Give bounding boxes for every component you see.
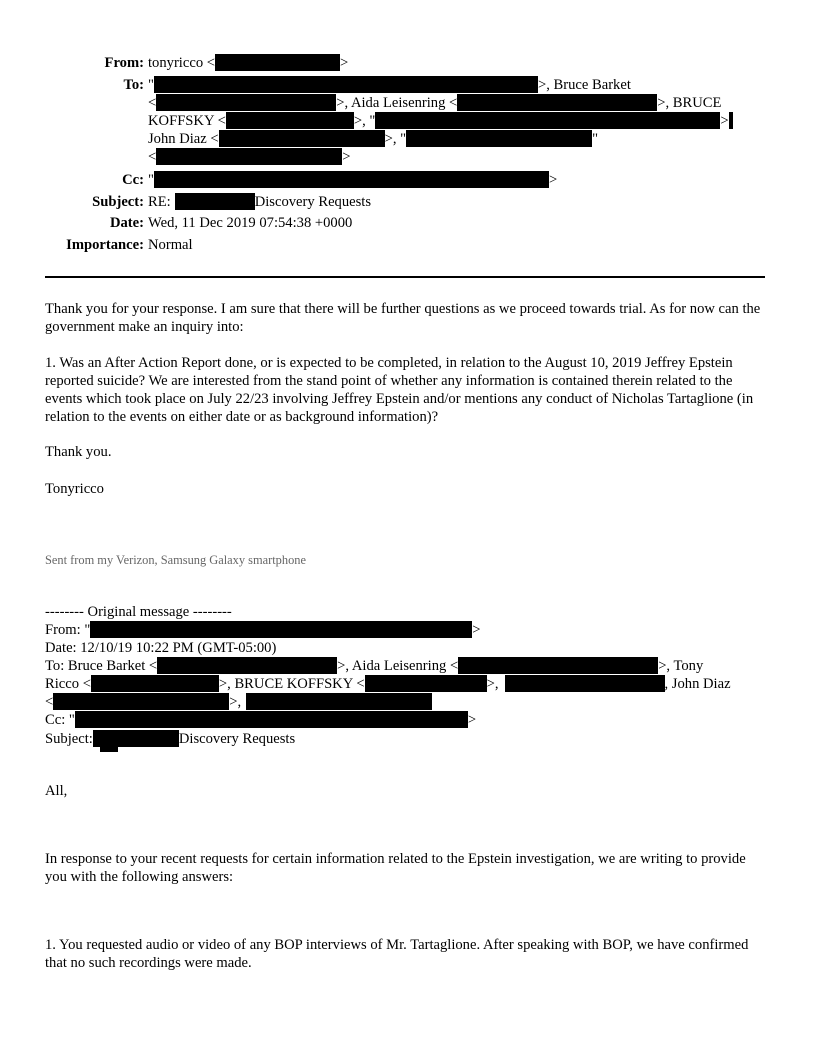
redaction [156,148,342,165]
redaction [91,675,219,692]
importance-value: Normal [148,237,193,253]
original-from: From: " > [45,622,481,638]
redaction [75,711,468,728]
original-cc: Cc: " > [45,712,477,728]
to-line-3: KOFFSKY < >, " > [148,112,733,130]
reply-paragraph-1: Thank you for your response. I am sure that there will be further questions as we proceed towards trial. As for now can the government make an inquiry into: [45,301,761,335]
original-message-divider: -------- Original message -------- [45,604,232,620]
original-paragraph-1: In response to your recent requests for certain information related to the Epstein investigation, we are writing to provide you with the following answers: [45,851,746,885]
date-label: Date: [109,215,144,231]
redaction [219,130,385,147]
cc-label: Cc: [122,172,144,188]
redaction [365,675,487,692]
header-divider [45,276,765,278]
original-subject: Subject: Discovery Requests [45,731,296,747]
redaction [215,54,340,71]
redaction [458,657,658,674]
redaction [157,657,337,674]
original-greeting: All, [45,783,68,799]
original-to-line-1: To: Bruce Barket < >, Aida Leisenring < >, Tony [45,658,704,674]
redaction [154,171,549,188]
redaction [246,693,432,710]
cc-field: " > [148,172,558,188]
to-line-4: John Diaz < >, " " [148,131,599,147]
from-label: From: [104,55,144,71]
original-paragraph-2: 1. You requested audio or video of any BOP interviews of Mr. Tartaglione. After speaking with BOP, we have confirmed that no such recordings were made. [45,937,749,971]
subject-label: Subject: [92,194,144,210]
redaction [175,193,255,210]
original-to-line-2: Ricco < >, BRUCE KOFFSKY < >, , John Diaz [45,676,731,692]
redaction [729,112,733,129]
redaction [226,112,354,129]
subject-field: RE: Discovery Requests [148,194,372,210]
redaction [53,693,229,710]
redaction [156,94,336,111]
redaction [375,112,720,129]
from-field: tonyricco < > [148,55,349,71]
redaction [406,130,592,147]
date-value: Wed, 11 Dec 2019 07:54:38 +0000 [148,215,353,231]
reply-thanks: Thank you. [45,444,112,460]
redaction [505,675,665,692]
redaction [154,76,538,93]
original-date: Date: 12/10/19 10:22 PM (GMT-05:00) [45,640,277,656]
to-line-2: < >, Aida Leisenring < >, BRUCE [148,95,722,111]
to-label: To: [123,77,144,93]
importance-label: Importance: [66,237,144,253]
from-value: tonyricco < [148,55,215,71]
reply-signoff: Tonyricco [45,481,104,497]
original-to-line-3: < >, [45,693,432,711]
redaction [90,621,472,638]
reply-paragraph-2: 1. Was an After Action Report done, or is expected to be completed, in relation to the August 10, 2019 Jeffrey Epstein reported suicide? We are interested from the stand point of whether any information is contained therein related to the events which took place on July 22/23 involving Jeffrey Epstein and/or mentions any conduct of Nicholas Tartaglione (in relation to the events on either date or as background information)? [45,355,754,425]
to-line-1: " >, Bruce Barket [148,77,631,93]
mobile-signature: Sent from my Verizon, Samsung Galaxy smartphone [45,553,306,567]
redaction [100,744,118,752]
redaction [457,94,657,111]
to-line-5: < > [148,149,351,165]
